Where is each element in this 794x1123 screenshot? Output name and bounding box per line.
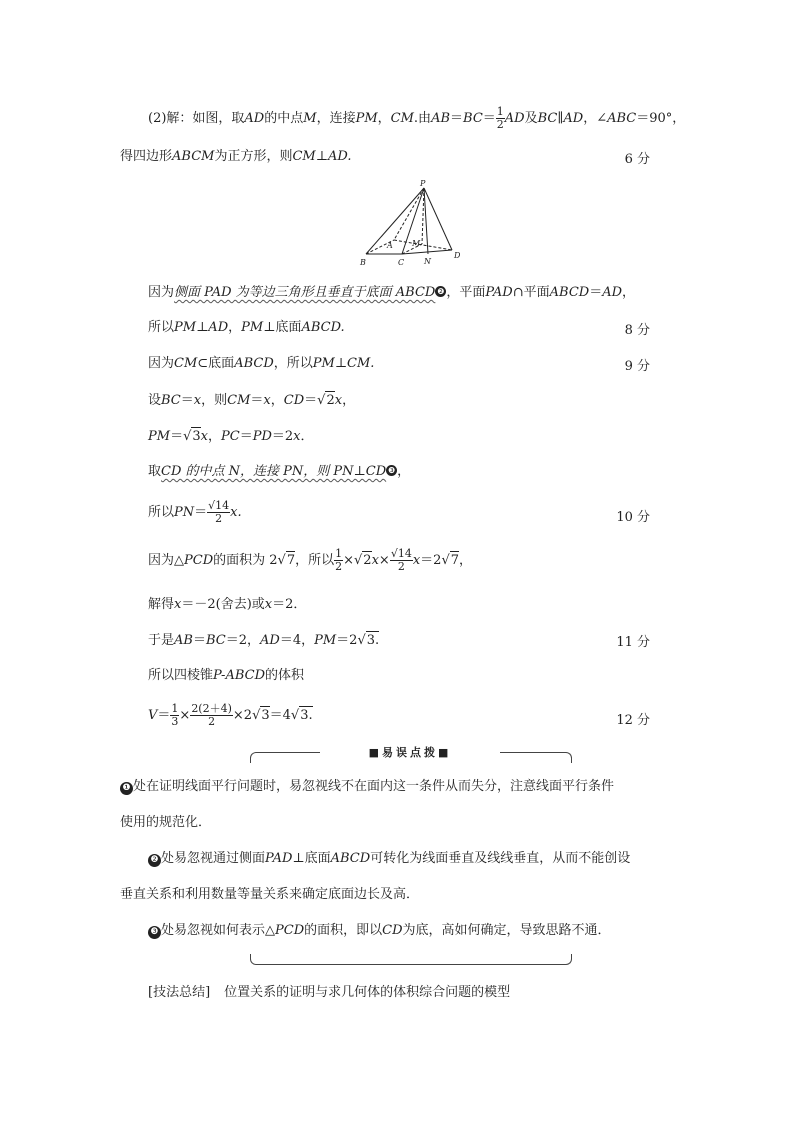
text: 因为△ <box>148 553 184 568</box>
text: ＝ <box>450 111 464 126</box>
math: ABCM <box>172 149 215 164</box>
solution-line-4 <box>148 319 345 337</box>
summary-tag: [技法总结] <box>148 985 211 1000</box>
math: x <box>263 393 271 408</box>
score-12: 12 分 <box>616 713 650 728</box>
math: CM⊥AD. <box>292 149 352 164</box>
text: 为正方形，则 <box>214 149 293 164</box>
text: ，连接 <box>316 111 356 126</box>
text: ＝ <box>482 111 496 126</box>
math: CD <box>283 393 305 408</box>
math: PM <box>148 429 171 444</box>
label-P: P <box>420 179 426 188</box>
math: x. <box>230 505 242 520</box>
numerator: √14 <box>208 499 230 512</box>
fraction <box>190 703 233 728</box>
tip-3-line <box>148 922 611 940</box>
text: .由 <box>413 111 432 126</box>
sqrt-radicand: 3 <box>261 708 270 723</box>
tip-1-line-a <box>120 778 614 796</box>
math: ABCD <box>549 285 590 300</box>
text: 因为 <box>148 356 175 371</box>
score-6: 6 分 <box>624 152 650 167</box>
math: PAD <box>485 285 513 300</box>
fraction <box>390 548 413 573</box>
solution-line-10 <box>148 548 472 573</box>
text: ，所以 <box>273 356 313 371</box>
text: ， <box>377 111 391 126</box>
solution-line-5 <box>148 355 374 373</box>
math: PAD <box>265 851 293 866</box>
label-C: C <box>398 258 405 267</box>
text: 为底，高如何确定，导致思路不通． <box>402 923 611 938</box>
text: 得四边形 <box>120 149 173 164</box>
text: 的体积 <box>265 668 305 683</box>
text: 处易忽视如何表示△ <box>161 923 275 938</box>
underlined-key-point: CD 的中点 N，连接 PN，则 PN⊥CD <box>161 464 387 479</box>
text: ＝ <box>157 708 171 723</box>
text: (2)解：如图，取 <box>148 111 245 126</box>
edge-PD <box>424 188 452 250</box>
math: ABCD <box>330 851 371 866</box>
text: 的面积为 2√ <box>213 553 286 568</box>
fraction <box>207 500 230 525</box>
numerator: 1 <box>496 105 504 118</box>
denominator: 2 <box>208 715 216 728</box>
text: 使用的规范化． <box>120 815 212 830</box>
text: ＝2√ <box>336 633 366 648</box>
text: 处在证明线面平行问题时，易忽视线不在面内这一条件从而失分，注意线面平行条件 <box>133 779 615 794</box>
text: ×2√ <box>232 708 261 723</box>
text: ⊥底面 <box>263 320 302 335</box>
sqrt-radicand: 3. <box>300 708 313 723</box>
math: PCD <box>184 553 214 568</box>
underlined-key-point: 侧面 PAD 为等边三角形且垂直于底面 ABCD <box>174 285 436 300</box>
text: ，则 <box>201 393 228 408</box>
sqrt-radicand: 3. <box>366 633 380 648</box>
score-10: 10 分 <box>616 510 650 525</box>
math: CM <box>227 393 251 408</box>
text: ＝√ <box>304 393 326 408</box>
edge-PM <box>422 188 424 244</box>
denominator: 2 <box>215 512 223 525</box>
sqrt-radicand: 2 <box>363 553 372 568</box>
text: ， <box>342 393 356 408</box>
math: BC <box>161 393 181 408</box>
math: BC∥AD <box>537 111 584 126</box>
text: 取 <box>148 464 162 479</box>
math: PM <box>355 111 378 126</box>
sqrt-radicand: 3 <box>192 429 201 444</box>
math: x <box>293 429 301 444</box>
solution-line-1 <box>148 106 685 131</box>
math: AD <box>244 111 265 126</box>
text: 解得 <box>148 597 175 612</box>
label-D: D <box>454 251 461 260</box>
solution-line-12 <box>148 631 379 650</box>
math: BC <box>205 633 226 648</box>
text: 的面积，即以 <box>304 923 383 938</box>
text: ，平面 <box>446 285 486 300</box>
math: P-ABCD <box>213 668 265 683</box>
marker-3: ❸ <box>148 926 161 939</box>
math: BC <box>463 111 483 126</box>
tips-box-bottom-border <box>250 954 572 965</box>
numerator: 1 <box>335 547 343 560</box>
sqrt-radicand: 7 <box>450 553 460 568</box>
math: CD <box>382 923 403 938</box>
math: PM⊥AD <box>174 320 229 335</box>
text: ＝90°， <box>636 111 686 126</box>
solution-line-2 <box>120 148 351 166</box>
summary-text: 位置关系的证明与求几何体的体积综合问题的模型 <box>224 985 511 1000</box>
text: 于是 <box>148 633 175 648</box>
text: ＝4√ <box>269 708 300 723</box>
sqrt-radicand: 7 <box>286 553 296 568</box>
math: PN <box>174 505 195 520</box>
tip-2-line-a <box>148 850 630 868</box>
text: ＝－2(舍去)或 <box>181 597 265 612</box>
score-11: 11 分 <box>616 635 650 650</box>
fraction <box>334 548 343 573</box>
edge-AD <box>394 240 452 250</box>
text: ＝ <box>194 505 208 520</box>
technique-summary <box>148 984 510 1002</box>
marker-3: ❸ <box>388 466 396 475</box>
math: PM⊥CM. <box>312 356 375 371</box>
fraction <box>496 106 505 131</box>
text: ＝ <box>192 633 206 648</box>
numerator: √14 <box>390 547 412 560</box>
math: AD <box>602 285 623 300</box>
math: CM <box>390 111 414 126</box>
math: x <box>264 597 273 612</box>
solution-line-6 <box>148 391 355 410</box>
text: ＝2√ <box>420 553 450 568</box>
text: ×√ <box>343 553 363 568</box>
text: 的中点 <box>264 111 304 126</box>
math: ABC <box>607 111 637 126</box>
sqrt-radicand: 2 <box>326 393 335 408</box>
text: 因为 <box>148 285 175 300</box>
edge-CD <box>402 250 452 254</box>
math: PC <box>221 429 240 444</box>
tip-2-line-b <box>120 886 419 904</box>
math: AD <box>504 111 525 126</box>
text: ＝2， <box>225 633 261 648</box>
math: AB <box>431 111 451 126</box>
math: x <box>200 429 208 444</box>
solution-line-8 <box>148 463 410 481</box>
text: ＝ <box>250 393 264 408</box>
marker-2: ❷ <box>437 287 445 296</box>
solution-line-3 <box>148 284 635 302</box>
numerator: 1 <box>171 702 179 715</box>
text: ，所以 <box>295 553 335 568</box>
text: 所以四棱锥 <box>148 668 214 683</box>
pyramid-figure <box>350 178 470 270</box>
label-M: M <box>412 239 421 248</box>
marker-1: ❶ <box>120 782 133 795</box>
denominator: 2 <box>496 118 504 131</box>
text: ， <box>622 285 636 300</box>
text: ． <box>300 429 314 444</box>
solution-line-7 <box>148 427 314 446</box>
solution-line-9 <box>148 500 242 525</box>
math: AD <box>260 633 280 648</box>
math: PCD <box>275 923 305 938</box>
math: ABCD. <box>301 320 345 335</box>
text: ＝4， <box>279 633 315 648</box>
text: ＝ <box>589 285 603 300</box>
text: 垂直关系和利用数量等量关系来确定底面边长及高． <box>120 887 420 902</box>
math: ABCD <box>234 356 274 371</box>
tips-box-title: ■易误点拨■ <box>320 744 500 760</box>
math: x <box>193 393 202 408</box>
text: ， <box>228 320 242 335</box>
text: 所以 <box>148 505 175 520</box>
text: 设 <box>148 393 162 408</box>
text: ∩平面 <box>512 285 550 300</box>
text: 处易忽视通过侧面 <box>161 851 266 866</box>
math: x <box>334 393 343 408</box>
math: x× <box>371 553 390 568</box>
text: 可转化为线面垂直及线线垂直，从而不能创设 <box>370 851 631 866</box>
math: PD <box>252 429 272 444</box>
text: ＝2． <box>272 597 307 612</box>
math: V <box>148 708 158 723</box>
math: M <box>303 111 317 126</box>
math: AB <box>174 633 193 648</box>
math: x <box>412 553 421 568</box>
denominator: 3 <box>171 715 179 728</box>
text: ， <box>459 553 473 568</box>
text: ＝√ <box>170 429 192 444</box>
text: ＝ <box>180 393 194 408</box>
math: PM <box>241 320 264 335</box>
marker-2: ❷ <box>148 854 161 867</box>
text: ⊥底面 <box>292 851 331 866</box>
tip-1-line-b <box>120 814 211 832</box>
numerator: 2(2＋4) <box>191 702 232 715</box>
denominator: 2 <box>397 560 405 573</box>
text: ⊂底面 <box>197 356 235 371</box>
text: 及 <box>524 111 538 126</box>
label-A: A <box>387 241 393 250</box>
text: ＝2 <box>271 429 294 444</box>
edge-PN <box>424 188 428 254</box>
solution-line-14 <box>148 703 313 728</box>
text: ， <box>270 393 284 408</box>
text: 所以 <box>148 320 175 335</box>
score-8: 8 分 <box>624 323 650 338</box>
text: ， <box>397 464 411 479</box>
label-B: B <box>360 258 366 267</box>
solution-line-11 <box>148 596 306 614</box>
text: ，∠ <box>583 111 608 126</box>
denominator: 2 <box>335 560 343 573</box>
text: × <box>179 708 191 723</box>
math: PM <box>314 633 337 648</box>
solution-line-13 <box>148 667 304 685</box>
label-N: N <box>424 257 431 266</box>
text: ， <box>207 429 221 444</box>
math: x <box>174 597 182 612</box>
text: ＝ <box>239 429 253 444</box>
score-9: 9 分 <box>624 359 650 374</box>
math: CM <box>174 356 198 371</box>
